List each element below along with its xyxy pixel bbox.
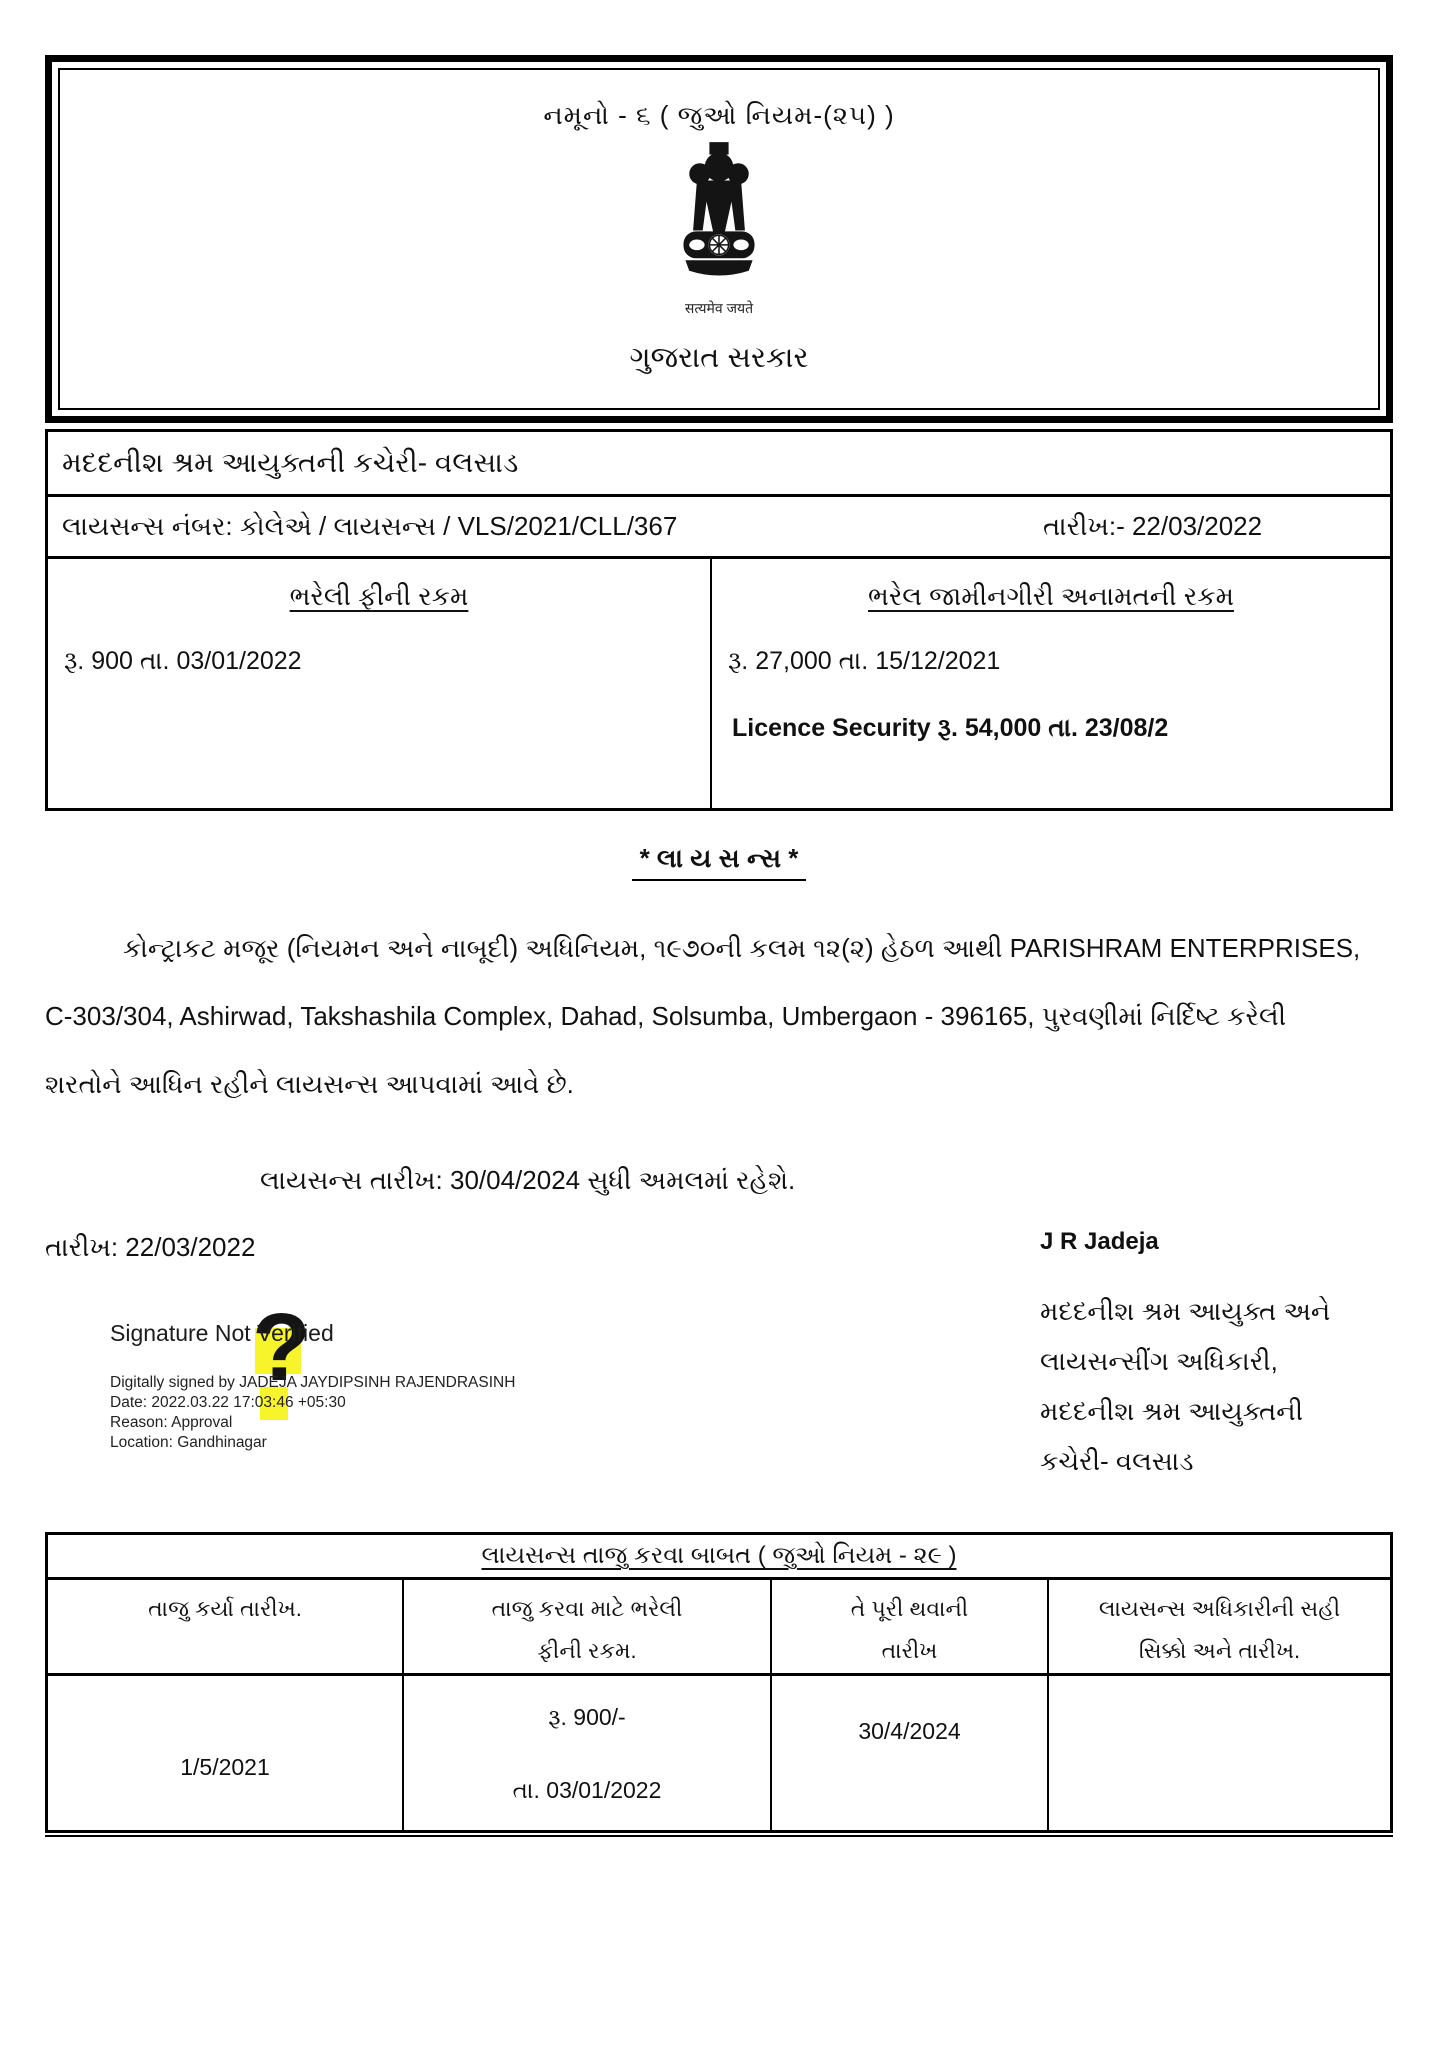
licence-number-row bbox=[48, 494, 1390, 556]
renewal-table-title-text: લાયસન્સ તાજુ કરવા બાબત ( જુઓ નિયમ - ૨૯ ) bbox=[481, 1542, 957, 1569]
header-inner-frame bbox=[58, 68, 1380, 410]
signature-date: Date: 2022.03.22 17:03:46 +05:30 bbox=[110, 1394, 346, 1411]
renewal-header-4-line-2: સિક્કો અને તારીખ. bbox=[1138, 1638, 1301, 1663]
signatory-block bbox=[1040, 1228, 1330, 1486]
signature-signed-by: Digitally signed by JADEJA JAYDIPSINH RAJENDRASINH bbox=[110, 1374, 516, 1391]
fees-row bbox=[48, 556, 1390, 808]
renewal-fee-amount: રૂ. 900/- bbox=[548, 1704, 626, 1730]
renewal-cell-renewed-date bbox=[48, 1676, 404, 1830]
signature-stamp bbox=[110, 1320, 515, 1453]
header-frame bbox=[45, 55, 1393, 423]
government-name: ગુજરાત સરકાર bbox=[629, 342, 809, 374]
renewal-fee-date: તા. 03/01/2022 bbox=[512, 1777, 662, 1803]
signature-reason: Reason: Approval bbox=[110, 1414, 233, 1431]
signature-details bbox=[110, 1373, 515, 1453]
security-deposit-header bbox=[712, 581, 1390, 613]
fee-paid-cell bbox=[48, 559, 712, 808]
security-deposit-cell bbox=[712, 559, 1390, 808]
renewal-header-2-line-1: તાજુ કરવા માટે ભરેલી bbox=[491, 1596, 683, 1621]
signatory-title-4: કચેરી- વલસાડ bbox=[1040, 1446, 1194, 1476]
signatory-name: J R Jadeja bbox=[1040, 1228, 1159, 1255]
licence-paragraph bbox=[45, 933, 1397, 1137]
question-mark-icon: ? bbox=[252, 1294, 311, 1401]
signatory-title-3: મદદનીશ શ્રમ આયુક્તની bbox=[1040, 1396, 1304, 1426]
renewal-table bbox=[45, 1532, 1393, 1833]
renewal-header-1-line-1: તાજુ કર્યા તારીખ. bbox=[148, 1596, 302, 1621]
licence-section-title-text: * લા ય સ ન્સ * bbox=[632, 843, 807, 881]
emblem-motto: सत्यमेव जयते bbox=[684, 300, 754, 316]
renewal-header-renewed-date bbox=[48, 1580, 404, 1673]
form-number-title: નમૂનો - ૬ ( જુઓ નિયમ-(૨૫) ) bbox=[543, 100, 895, 130]
licence-paragraph-line-2: C-303/304, Ashirwad, Takshashila Complex, Dahad, Solsumba, Umbergaon - 396165, પુરવણીમાં નિર્દિષ્ટ કરેલી bbox=[45, 1001, 1287, 1031]
licence-number: લાયસન્સ નંબર: કોલેએ / લાયસન્સ / VLS/2021/CLL/367 bbox=[62, 510, 678, 541]
validity-line: લાયસન્સ તારીખ: 30/04/2024 સુધી અમલમાં રહેશે. bbox=[260, 1165, 796, 1195]
issue-date: તારીખ:- 22/03/2022 bbox=[1043, 510, 1263, 541]
signatory-title-2: લાયસન્સીંગ અધિકારી, bbox=[1040, 1346, 1278, 1376]
licence-paragraph-line-3: શરતોને આધિન રહીને લાયસન્સ આપવામાં આવે છે. bbox=[45, 1069, 574, 1099]
signature-status: Signature Not Verified bbox=[110, 1320, 334, 1346]
signed-date: તારીખ: 22/03/2022 bbox=[45, 1232, 256, 1262]
renewal-renewed-date-value: 1/5/2021 bbox=[180, 1754, 270, 1780]
fee-paid-value: રૂ. 900 તા. 03/01/2022 bbox=[64, 647, 302, 675]
renewal-table-data-row bbox=[48, 1673, 1390, 1830]
security-deposit-value-2: Licence Security રૂ. 54,000 તા. 23/08/2 bbox=[732, 714, 1169, 742]
renewal-header-3-line-2: તારીખ bbox=[881, 1638, 938, 1663]
licence-section-title bbox=[45, 843, 1393, 875]
renewal-expiry-value: 30/4/2024 bbox=[858, 1718, 961, 1744]
renewal-table-header-row bbox=[48, 1577, 1390, 1673]
renewal-cell-officer-sign bbox=[1049, 1676, 1390, 1830]
renewal-header-officer-sign bbox=[1049, 1580, 1390, 1673]
security-deposit-value-1: રૂ. 27,000 તા. 15/12/2021 bbox=[728, 647, 1001, 675]
renewal-header-4-line-1: લાયસન્સ અધિકારીની સહી bbox=[1098, 1596, 1341, 1621]
licence-paragraph-line-1: કોન્ટ્રાકટ મજૂર (નિયમન અને નાબૂદી) અધિનિયમ, ૧૯૭૦ની કલમ ૧૨(૨) હેઠળ આથી PARISHRAM ENTERPRISES, bbox=[123, 933, 1361, 963]
renewal-header-2-line-2: ફીની રકમ. bbox=[537, 1638, 637, 1663]
renewal-header-3-line-1: તે પૂરી થવાની bbox=[850, 1596, 969, 1621]
fee-paid-header-text: ભરેલી ફીની રકમ bbox=[289, 581, 469, 611]
renewal-cell-expiry bbox=[772, 1676, 1049, 1830]
renewal-cell-fee bbox=[404, 1676, 772, 1830]
renewal-header-expiry bbox=[772, 1580, 1049, 1673]
signature-location: Location: Gandhinagar bbox=[110, 1434, 267, 1451]
signatory-titles bbox=[1040, 1286, 1330, 1486]
fee-paid-header bbox=[48, 581, 710, 613]
office-name-row: મદદનીશ શ્રમ આયુક્તની કચેરી- વલસાડ bbox=[62, 446, 519, 478]
renewal-table-title bbox=[48, 1535, 1390, 1577]
licence-info-table bbox=[45, 429, 1393, 811]
renewal-header-fee bbox=[404, 1580, 772, 1673]
signatory-title-1: મદદનીશ શ્રમ આયુક્ત અને bbox=[1040, 1296, 1331, 1326]
security-deposit-header-text: ભરેલ જામીનગીરી અનામતની રકમ bbox=[868, 581, 1234, 611]
emblem-of-india-icon bbox=[60, 142, 1378, 297]
